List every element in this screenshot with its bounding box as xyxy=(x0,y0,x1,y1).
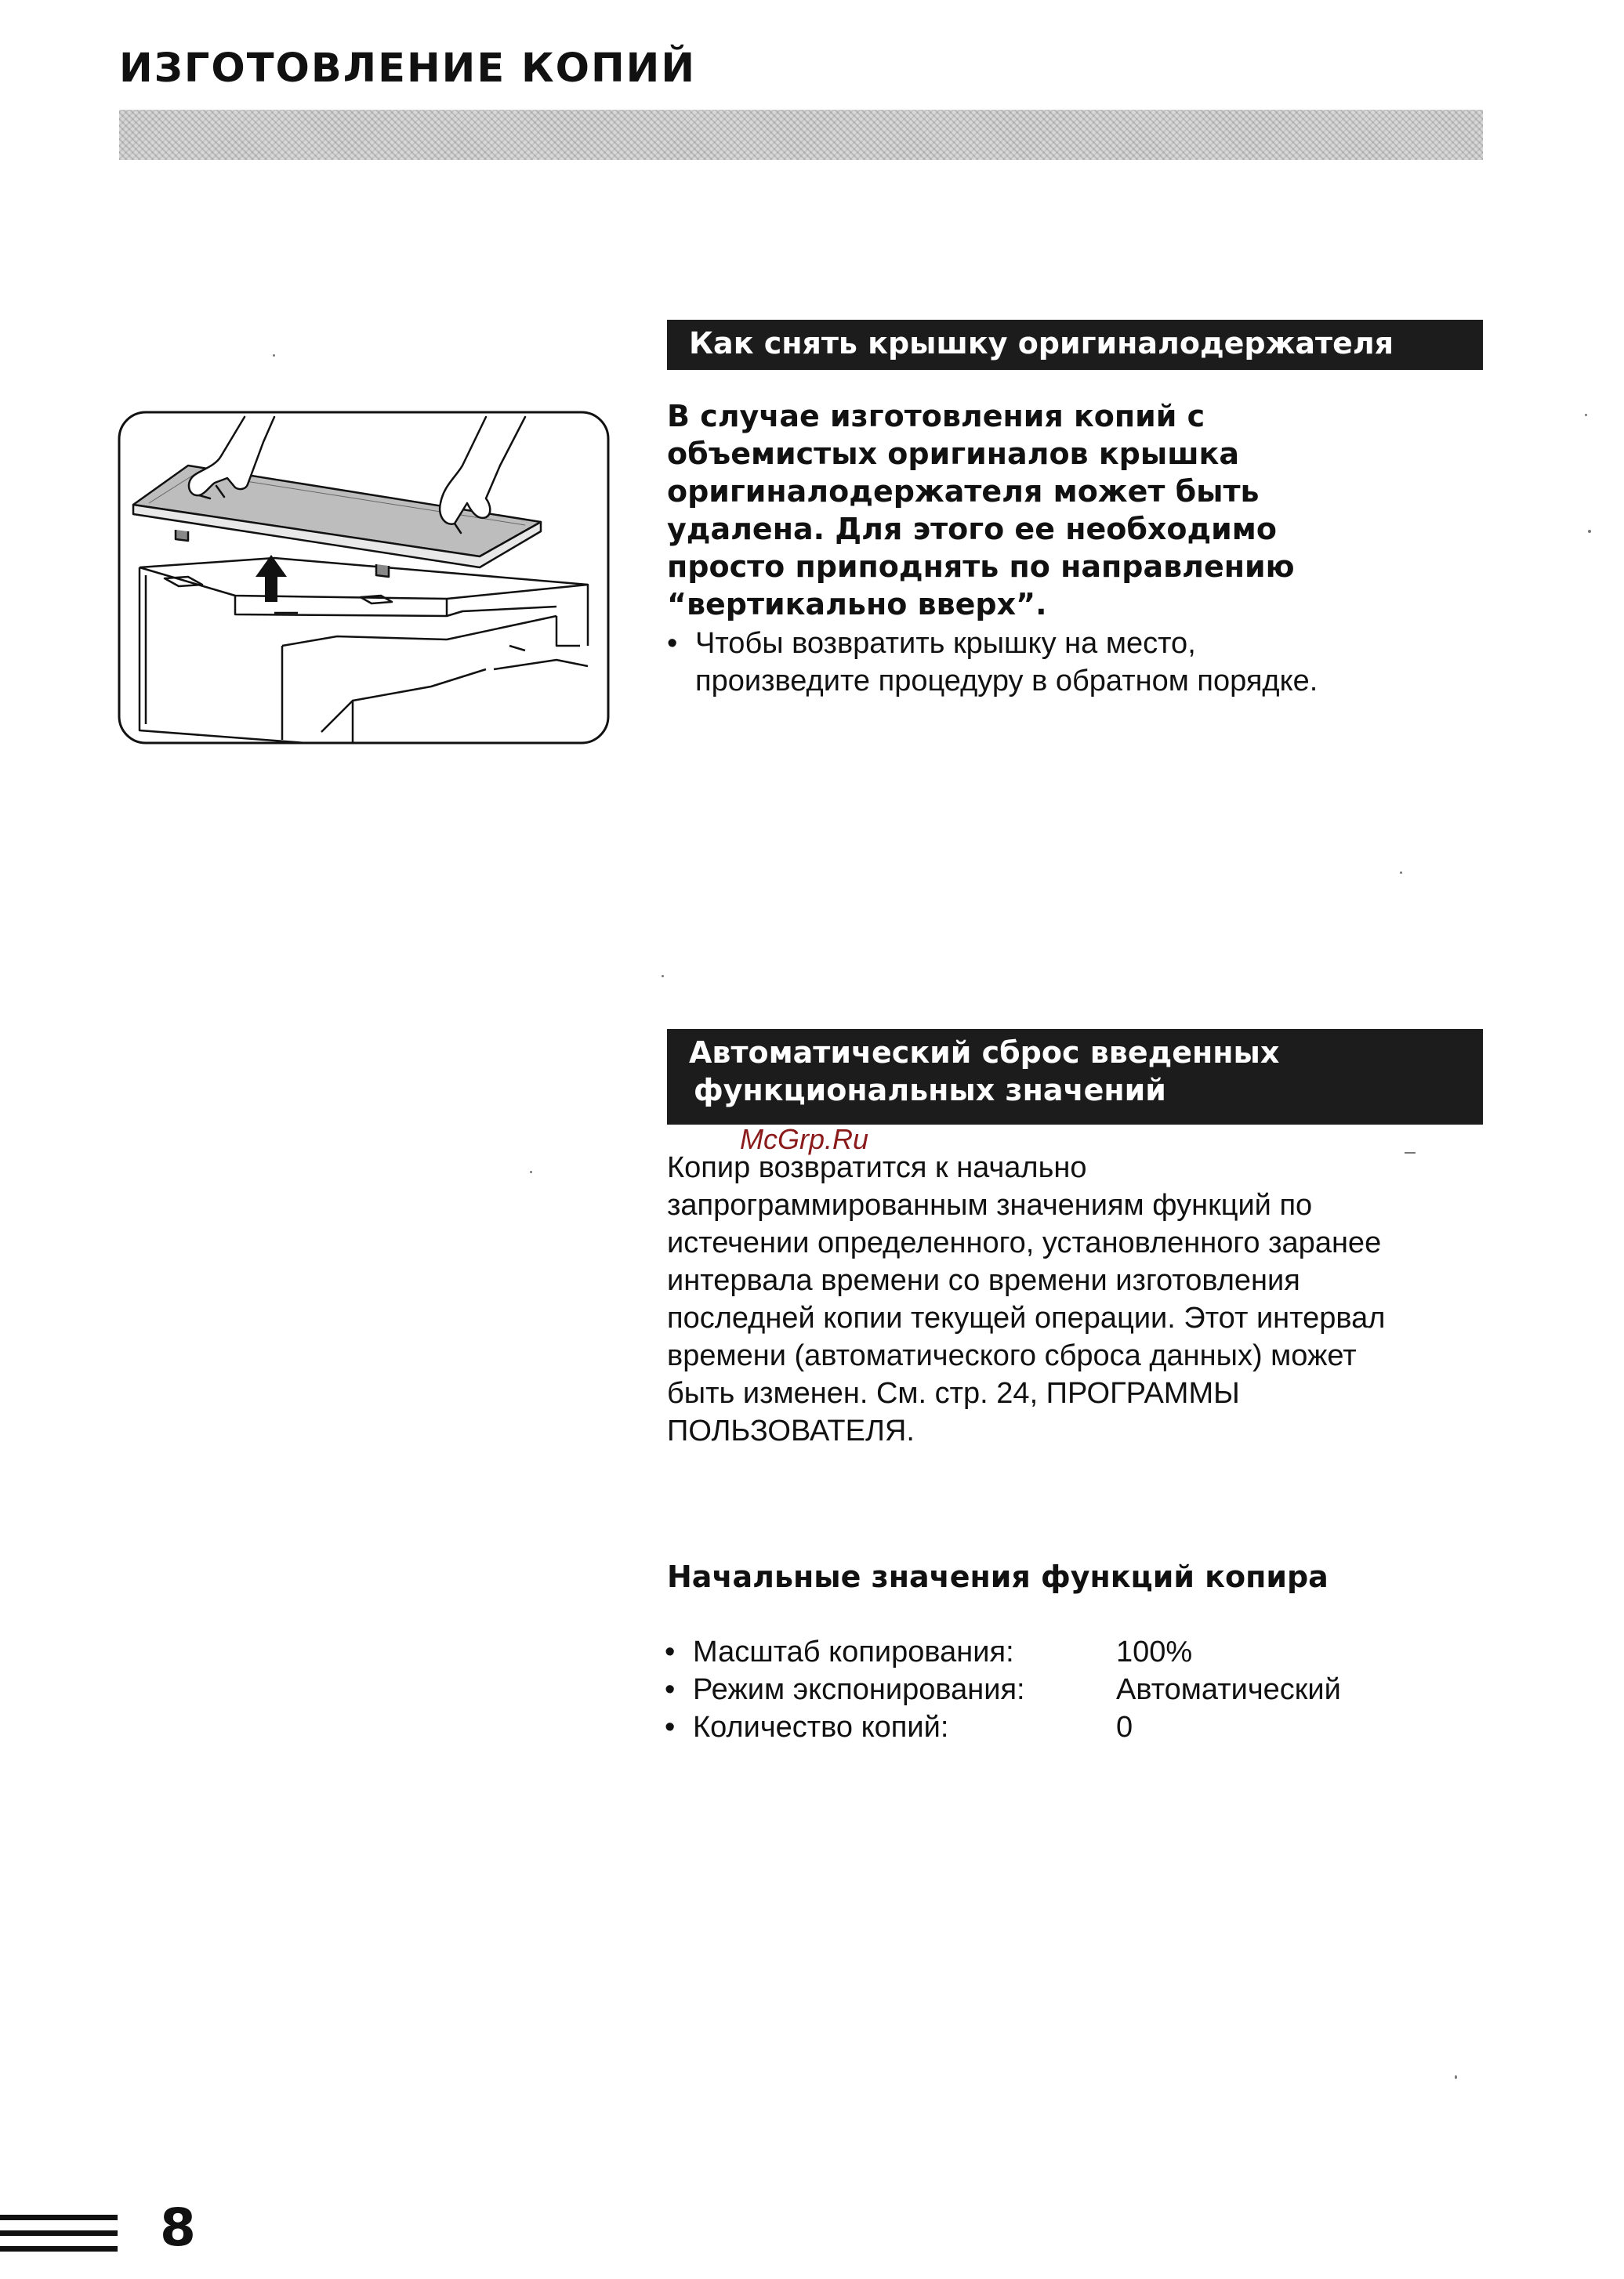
list-item xyxy=(665,1671,1480,1708)
scan-speck xyxy=(1588,530,1591,533)
bullet-icon: • xyxy=(665,1711,676,1744)
copier-cover-removal-illustration xyxy=(118,411,610,745)
scan-speck xyxy=(662,975,664,977)
cover-removal-instructions xyxy=(667,397,1474,623)
text-line: просто приподнять по направлению xyxy=(667,549,1295,584)
text-line: Копир возвратится к начально xyxy=(667,1151,1087,1184)
text-line: В случае изготовления копий с xyxy=(667,399,1205,433)
text-line xyxy=(667,625,1482,662)
bullet-icon: • xyxy=(667,627,678,660)
section-header-text: Как снять крышку оригиналодержателя xyxy=(689,326,1394,361)
bullet-icon: • xyxy=(665,1636,676,1668)
watermark: McGrp.Ru xyxy=(740,1123,869,1155)
text-line: быть изменен. См. стр. 24, ПРОГРАММЫ xyxy=(667,1377,1240,1410)
scan-speck xyxy=(1405,1152,1416,1154)
text-line: истечении определенного, установленного заранее xyxy=(667,1226,1382,1259)
default-label: Количество копий: xyxy=(693,1711,949,1744)
list-item xyxy=(665,1633,1480,1671)
text-line: интервала времени со времени изготовления xyxy=(667,1264,1300,1297)
text-line: ПОЛЬЗОВАТЕЛЯ. xyxy=(667,1415,915,1447)
text-line: оригиналодержателя может быть xyxy=(667,474,1260,509)
section-header-cover-removal xyxy=(667,320,1483,370)
default-value: 0 xyxy=(1116,1711,1133,1744)
scan-speck xyxy=(1455,2075,1457,2079)
default-label: Режим экспонирования: xyxy=(693,1673,1025,1706)
defaults-list xyxy=(665,1633,1480,1746)
default-value: Автоматический xyxy=(1116,1673,1341,1706)
text-line: удалена. Для этого ее необходимо xyxy=(667,512,1277,546)
text-line: объемистых оригиналов крышка xyxy=(667,437,1239,471)
scan-speck xyxy=(1585,414,1587,416)
text-line: запрограммированным значениям функций по xyxy=(667,1189,1313,1222)
list-item xyxy=(665,1708,1480,1746)
scan-speck xyxy=(530,1171,532,1173)
default-label: Масштаб копирования: xyxy=(693,1636,1014,1668)
defaults-heading: Начальные значения функций копира xyxy=(667,1560,1329,1594)
page-number: 8 xyxy=(160,2197,196,2258)
text-line: времени (автоматического сброса данных) может xyxy=(667,1339,1357,1372)
section-header-auto-reset xyxy=(667,1029,1483,1125)
text-line: последней копии текущей операции. Этот интервал xyxy=(667,1302,1386,1335)
bullet-icon: • xyxy=(665,1673,676,1706)
text-line: произведите процедуру в обратном порядке. xyxy=(695,665,1318,697)
text-line-content: Чтобы возвратить крышку на место, xyxy=(695,627,1196,660)
section-header-text: Автоматический сброс введенных xyxy=(689,1035,1280,1070)
scan-speck xyxy=(1400,871,1402,874)
default-value: 100% xyxy=(1116,1636,1193,1668)
title-underline-bar xyxy=(119,110,1483,160)
section-header-text: функциональных значений xyxy=(694,1073,1166,1107)
auto-reset-description xyxy=(667,1149,1482,1450)
footer-rule xyxy=(0,2230,118,2236)
footer-rule xyxy=(0,2246,118,2252)
footer-rule xyxy=(0,2215,118,2220)
text-line: “вертикально вверх”. xyxy=(667,587,1047,621)
cover-replace-note xyxy=(667,625,1482,700)
scan-speck xyxy=(273,354,275,357)
page-title: ИЗГОТОВЛЕНИЕ КОПИЙ xyxy=(119,45,697,92)
